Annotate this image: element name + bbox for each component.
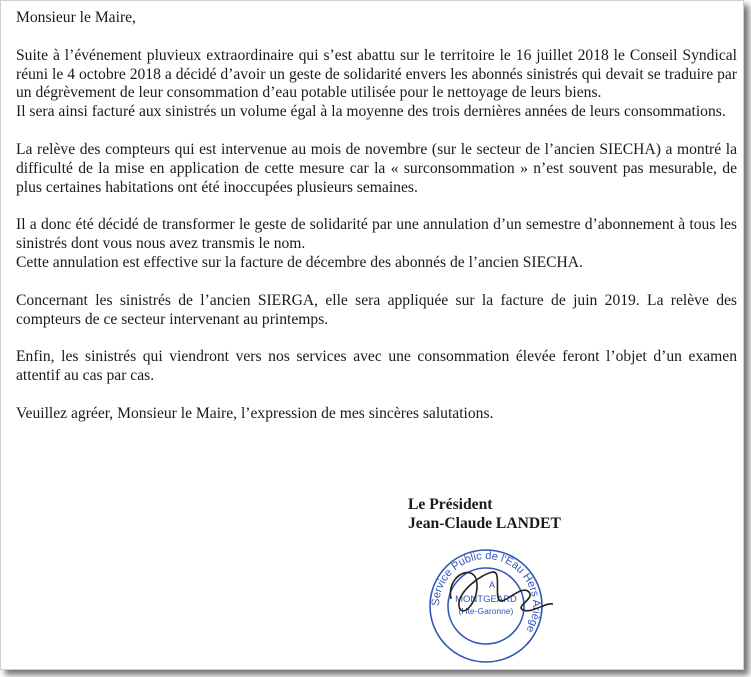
paragraph-2: Il sera ainsi facturé aux sinistrés un volume égal à la moyenne des trois dernières années de leurs consommations. (16, 103, 726, 121)
paragraph-4: Il a donc été décidé de transformer le geste de solidarité par une annulation d’un semestre d’abonnement à tous les sinistrés dont vous nous avez transmis le nom. (16, 216, 737, 253)
salutation: Monsieur le Maire, (16, 9, 136, 26)
letter-body (16, 9, 737, 424)
paragraph-3: La relève des compteurs qui est intervenue au mois de novembre (sur le secteur de l’ancien SIECHA) a montré la difficulté de la mise en application de cette mesure car la « surconsommation » n’est souvent pas mesurable, de plus certaines habitations ont été inoccupées plusieurs semaines. (16, 140, 737, 196)
signer-title: Le Président (408, 496, 493, 513)
signature-block (408, 495, 561, 533)
official-stamp (411, 544, 561, 664)
stamp-ring-text: Service Public de l'Eau Hers Ariège (429, 549, 543, 635)
paragraph-6: Concernant les sinistrés de l’ancien SIERGA, elle sera appliquée sur la facture de juin 2019. La relève des compteurs de ce secteur intervenant au printemps. (16, 291, 737, 328)
closing: Veuillez agréer, Monsieur le Maire, l’expression de mes sincères salutations. (16, 404, 494, 422)
paragraph-5: Cette annulation est effective sur la facture de décembre des abonnés de l’ancien SIECHA. (16, 253, 583, 271)
stamp-region: (Hte-Garonne) (458, 606, 514, 616)
paragraph-1: Suite à l’événement pluvieux extraordinaire qui s’est abattu sur le territoire le 16 juillet 2018 le Conseil Syndical réuni le 4 octobre 2018 a décidé d’avoir un geste de solidarité envers les abonnés sinistrés qui devait se traduire par un dégrèvement de leur consommation d’eau potable utilisée pour le nettoyage de leurs biens. (16, 46, 737, 102)
stamp-town: MONTGEARD (455, 594, 517, 605)
paragraph-7: Enfin, les sinistrés qui viendront vers nos services avec une consommation élevée feront l’objet d’un examen attentif au cas par cas. (16, 348, 737, 385)
stamp-letter: A (489, 580, 496, 590)
signer-name: Jean-Claude LANDET (408, 515, 561, 532)
